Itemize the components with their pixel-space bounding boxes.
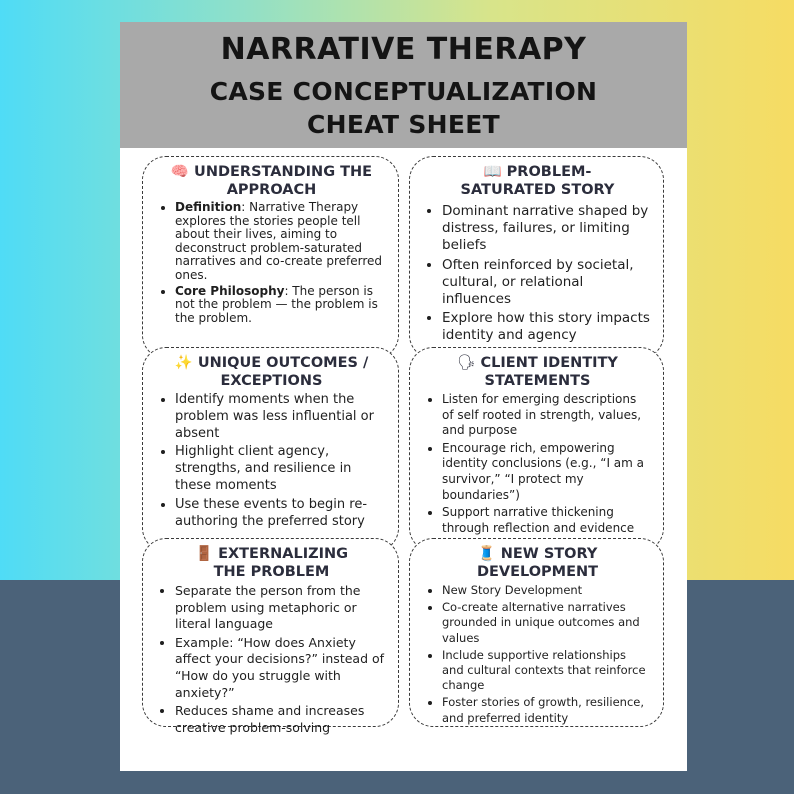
item-text: : Narrative Therapy explores the stories people tell about their lives, aiming to deconstruct problem-saturated narratives and co-create preferred ones. xyxy=(175,200,383,282)
brain-icon: 🧠 xyxy=(170,164,189,180)
list-item: • Separate the person from the problem using metaphoric or literal language xyxy=(175,583,386,633)
card-title-text: EXTERNALIZING THE PROBLEM xyxy=(213,546,349,580)
list-item: • New Story Development xyxy=(442,583,651,598)
list-item: • Often reinforced by societal, cultural, or relational influences xyxy=(442,257,651,309)
card-title-text: PROBLEM-SATURATED STORY xyxy=(460,164,615,198)
title-line-1: NARRATIVE THERAPY xyxy=(220,32,587,67)
card-title-text: CLIENT IDENTITY STATEMENTS xyxy=(480,355,618,389)
list-item: • Include supportive relationships and cultural contexts that reinforce change xyxy=(442,648,651,694)
list-item: • Highlight client agency, strengths, and resilience in these moments xyxy=(175,444,386,494)
thread-icon: 🧵 xyxy=(477,546,496,562)
list-item: • Identify moments when the problem was less influential or absent xyxy=(175,392,386,442)
card-unique-outcomes xyxy=(142,347,399,552)
list-item: • Support narrative thickening through reflection and evidence xyxy=(442,505,651,536)
card-title xyxy=(424,163,651,199)
door-icon: 🚪 xyxy=(194,546,213,562)
list-item xyxy=(175,285,386,326)
card-title xyxy=(157,545,386,581)
speaking-head-icon: 🗣 xyxy=(457,355,476,371)
bullet-list xyxy=(424,392,651,536)
title-line-2: CASE CONCEPTUALIZATION xyxy=(209,77,598,106)
bullet-list xyxy=(157,392,386,530)
card-title xyxy=(157,163,386,199)
cheat-sheet-page xyxy=(120,22,687,771)
list-item: • Encourage rich, empowering identity conclusions (e.g., “I am a survivor,” “I protect my boundaries”) xyxy=(442,441,651,503)
list-item: • Co-create alternative narratives grounded in unique outcomes and values xyxy=(442,600,651,646)
list-item: • Example: “How does Anxiety affect your decisions?” instead of “How do you struggle with anxiety?” xyxy=(175,635,386,701)
list-item: • Reduces shame and increases creative problem-solving xyxy=(175,703,386,736)
book-icon: 📖 xyxy=(483,164,502,180)
card-new-story-development xyxy=(409,538,664,727)
card-title-text: NEW STORY DEVELOPMENT xyxy=(476,546,599,580)
card-problem-saturated-story xyxy=(409,156,664,359)
bullet-list xyxy=(424,203,651,345)
card-understanding-approach xyxy=(142,156,399,359)
card-title-text: UNIQUE OUTCOMES / EXCEPTIONS xyxy=(197,355,369,389)
item-text: : The person is not the problem — the problem is the problem. xyxy=(175,283,378,325)
sparkles-icon: ✨ xyxy=(174,355,193,371)
card-externalizing-problem xyxy=(142,538,399,735)
item-lead: Definition xyxy=(175,200,242,214)
header-banner xyxy=(120,22,687,148)
list-item xyxy=(175,201,386,283)
card-client-identity-statements xyxy=(409,347,664,552)
list-item: • Listen for emerging descriptions of self rooted in strength, values, and purpose xyxy=(442,392,651,439)
list-item: • Use these events to begin re-authoring the preferred story xyxy=(175,497,386,531)
bullet-list xyxy=(157,583,386,736)
list-item: • Explore how this story impacts identity and agency xyxy=(442,310,651,344)
card-title-text: UNDERSTANDING THE APPROACH xyxy=(194,164,373,198)
bullet-list xyxy=(424,583,651,726)
title-line-3: CHEAT SHEET xyxy=(307,110,500,139)
list-item: • Foster stories of growth, resilience, and preferred identity xyxy=(442,695,651,725)
list-item: • Dominant narrative shaped by distress, failures, or limiting beliefs xyxy=(442,203,651,255)
card-title xyxy=(424,354,651,390)
card-title xyxy=(157,354,386,390)
item-lead: Core Philosophy xyxy=(175,283,285,298)
bullet-list xyxy=(157,201,386,325)
card-title xyxy=(424,545,651,581)
